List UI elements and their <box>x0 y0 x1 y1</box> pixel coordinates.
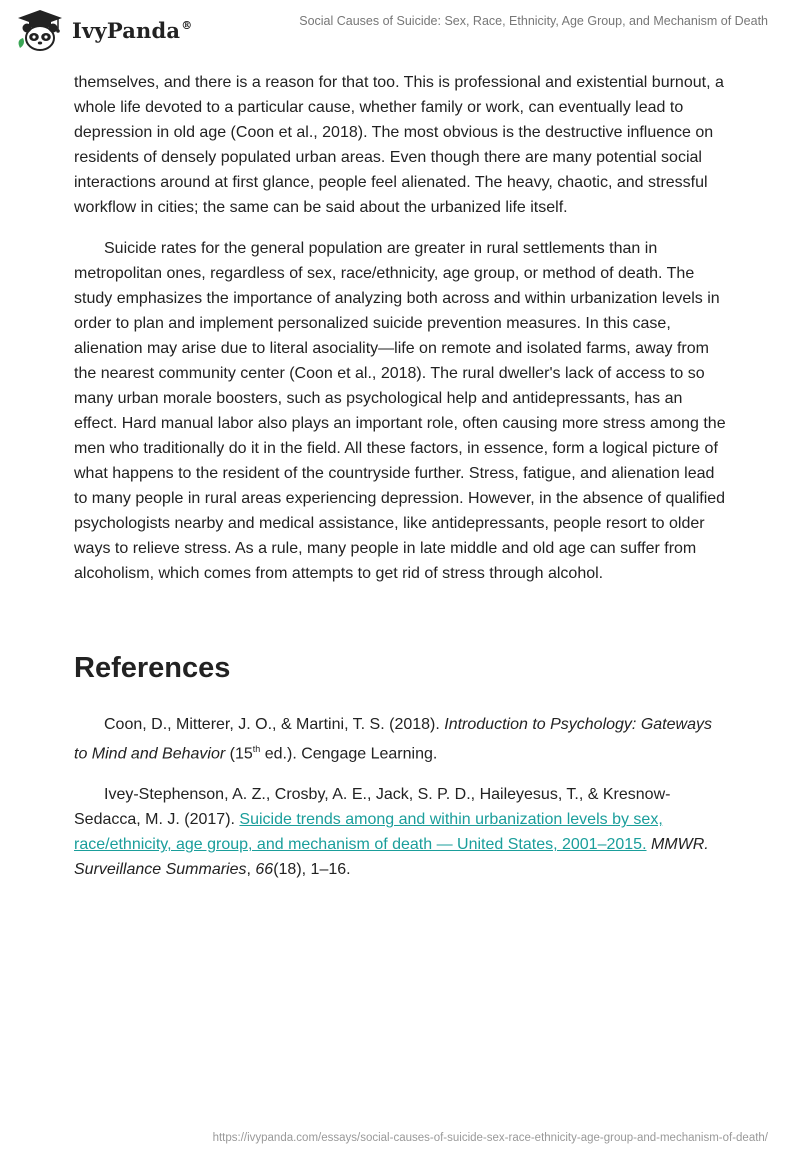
essay-body <box>74 70 728 602</box>
reference-item: Ivey-Stephenson, A. Z., Crosby, A. E., Jack, S. P. D., Haileyesus, T., & Kresnow-Sedacca, M. J. (2017). Suicide trends among and within urbanization levels by sex, race/ethnicity, age group, and mechanism of death — United States, 2001–2015. MMWR. Surveillance Summaries, 66(18), 1–16. <box>74 786 709 879</box>
reference-link[interactable]: Suicide trends among and within urbanization levels by sex, race/ethnicity, age group, and mechanism of death — United States, 2001–2015. <box>74 811 663 854</box>
references-heading: References <box>74 652 231 684</box>
panda-graduate-icon <box>14 8 66 52</box>
paragraph: Suicide rates for the general population are greater in rural settlements than in metropolitan ones, regardless of sex, race/ethnicity, age group, or method of death. The study emphasizes the importance of analyzing both across and within urbanization levels in order to plan and implement personalized suicide prevention measures. In this case, alienation may arise due to literal asociality—life on remote and isolated farms, away from the nearest community center (Coon et al., 2018). The rural dweller's lack of access to so many urban morale boosters, such as psychological help and antidepressants, has an effect. Hard manual labor also plays an important role, often causing more stress among the men who traditionally do it in the field. All these factors, in essence, form a logical picture of what happens to the resident of the countryside further. Stress, fatigue, and alienation lead to many people in rural areas experiencing depression. However, in the absence of qualified psychologists nearby and medical assistance, like antidepressants, people resort to older ways to relieve stress. As a rule, many people in late middle and old age can suffer from alcoholism, which comes from attempts to get rid of stress through alcohol. <box>74 240 726 582</box>
journal-volume: 66 <box>255 861 274 879</box>
source-url[interactable]: https://ivypanda.com/essays/social-causes-of-suicide-sex-race-ethnicity-age-group-and-mechanism-of-death/ <box>212 1132 768 1144</box>
brand-logo[interactable] <box>14 8 192 52</box>
reference-list <box>74 712 728 898</box>
document-title: Social Causes of Suicide: Sex, Race, Ethnicity, Age Group, and Mechanism of Death <box>299 14 768 28</box>
paragraph: themselves, and there is a reason for that too. This is professional and existential burnout, a whole life devoted to a particular cause, whether family or work, can eventually lead to depression in old age (Coon et al., 2018). The most obvious is the destructive influence on residents of densely populated urban areas. Even though there are many potential social interactions around at first glance, people feel alienated. The heavy, chaotic, and stressful workflow in cities; the same can be said about the urbanized life itself. <box>74 74 724 216</box>
page-header <box>0 0 800 62</box>
brand-name: IvyPanda® <box>72 17 193 43</box>
journal-title: MMWR. Surveillance Summaries <box>74 836 709 879</box>
reference-item: Coon, D., Mitterer, J. O., & Martini, T. S. (2018). Introduction to Psychology: Gateways to Mind and Behavior (15th ed.). Cengage Learning. <box>74 716 712 763</box>
book-title: Introduction to Psychology: Gateways to Mind and Behavior <box>74 716 712 763</box>
